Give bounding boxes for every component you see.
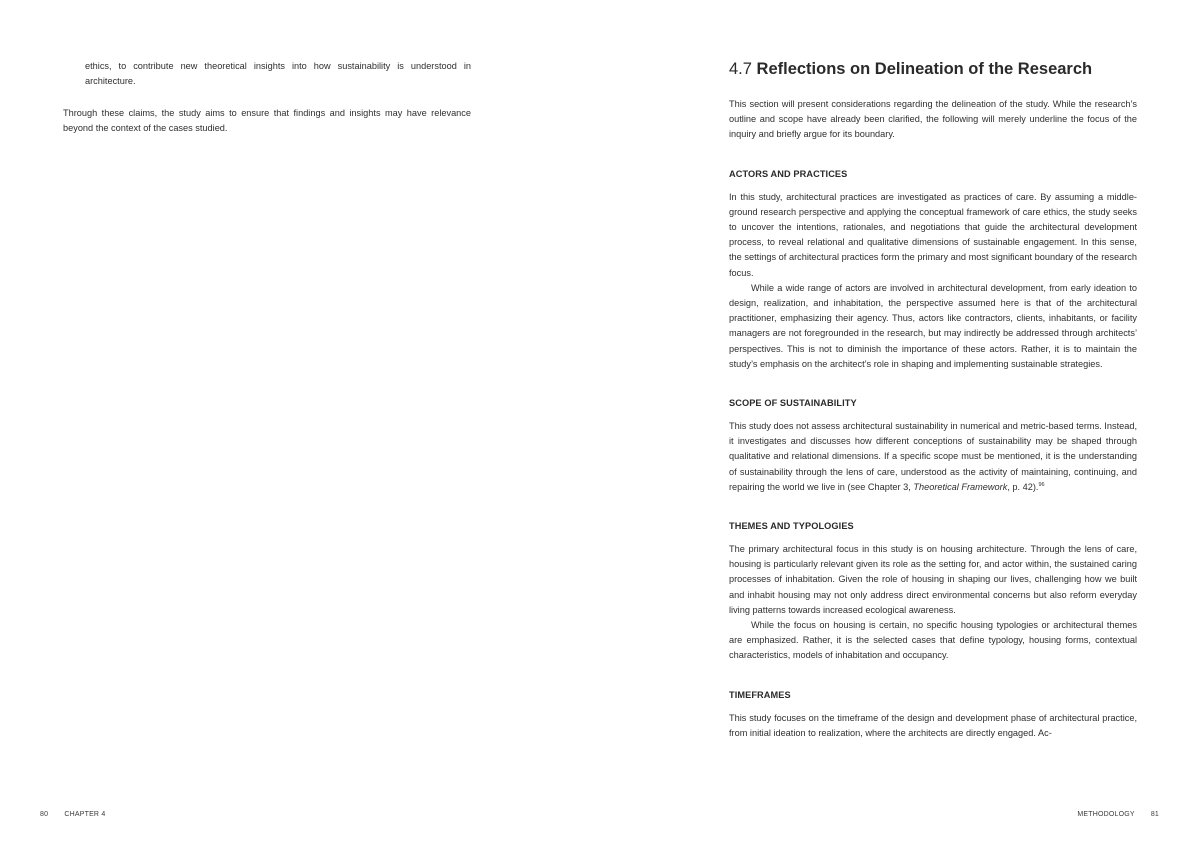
section-heading xyxy=(729,58,1137,80)
themes-paragraph-1: The primary architectural focus in this study is on housing architecture. Through the lens of care, housing is particularly relevant given its role as the setting for, and actor within, the sustained caring processes of inhabitation. Given the role of housing in shaping our lives, challenging how we built and inhabit housing may not only address direct environmental concerns but also reform everyday living patterns towards increased ecological awareness. xyxy=(729,544,1137,615)
sustainability-text-a: This study does not assess architectural sustainability in numerical and metric-based terms. Instead, it investigates and discusses how different conceptions of sustainability may be shaped through qualitative and relational dimensions. If a specific scope must be mentioned, it is the understanding of sustainability through the lens of care, understood as the activity of maintaining, continuing, and repairing the world we live in (see Chapter 3, xyxy=(729,421,1137,492)
section-number: 4.7 xyxy=(729,60,752,78)
actors-paragraph-2: While a wide range of actors are involved in architectural development, from early ideation to design, realization, and inhabitation, the perspective assumed here is that of the architectural practitioner, emphasizing their agency. Thus, actors like contractors, clients, inhabitants, or facility managers are not foregrounded in the research, but may indirectly be addressed through architects’ perspectives. This is not to diminish the importance of these actors. Rather, it is to maintain the study’s emphasis on the architect’s role in shaping and implementing sustainable strategies. xyxy=(729,282,1137,369)
closing-paragraph: Through these claims, the study aims to ensure that findings and insights may have relevance beyond the context of the cases studied. xyxy=(63,108,471,134)
subheading-sustainability: SCOPE OF SUSTAINABILITY xyxy=(729,398,857,409)
subheading-actors: ACTORS AND PRACTICES xyxy=(729,168,848,179)
chapter-reference: Theoretical Framework xyxy=(913,481,1008,492)
running-head: METHODOLOGY xyxy=(1077,811,1135,818)
subheading-themes: THEMES AND TYPOLOGIES xyxy=(729,521,854,532)
intro-paragraph: This section will present considerations regarding the delineation of the study. While the research’s outline and scope have already been clarified, the following will merely underline the focus of the inquiry and briefly argue for its boundary. xyxy=(729,99,1137,140)
continued-text: ethics, to contribute new theoretical insights into how sustainability is understood in architecture. xyxy=(85,61,471,87)
sustainability-text-b: , p. 42). xyxy=(1007,481,1039,492)
left-footer xyxy=(40,811,105,818)
footnote-marker: 96 xyxy=(1038,481,1045,488)
right-footer xyxy=(1077,811,1159,818)
page-number: 81 xyxy=(1150,811,1159,818)
running-head: CHAPTER 4 xyxy=(64,811,106,818)
themes-paragraph-2: While the focus on housing is certain, no specific housing typologies or architectural themes are emphasized. Rather, it is the selected cases that define typology, housing forms, contextual characteristics, models of inhabitation and occupancy. xyxy=(729,620,1137,661)
timeframes-paragraph: This study focuses on the timeframe of the design and development phase of architectural practice, from initial ideation to realization, where the architects are directly engaged. Ac- xyxy=(729,712,1137,738)
actors-paragraph-1: In this study, architectural practices are investigated as practices of care. By assuming a middle-ground research perspective and applying the conceptual framework of care ethics, the study seeks to uncover the intentions, rationales, and negotiations that guide the architectural development process, to reveal relational and qualitative dimensions of sustainable engagement. In this sense, the settings of architectural practices form the primary and most significant boundary of the research focus. xyxy=(729,191,1137,278)
main-column xyxy=(729,58,1137,741)
section-title: Reflections on Delineation of the Research xyxy=(756,60,1093,78)
right-page xyxy=(600,0,1200,849)
sustainability-paragraph xyxy=(729,419,1137,495)
page-number: 80 xyxy=(40,811,49,818)
subheading-timeframes: TIMEFRAMES xyxy=(729,689,791,700)
